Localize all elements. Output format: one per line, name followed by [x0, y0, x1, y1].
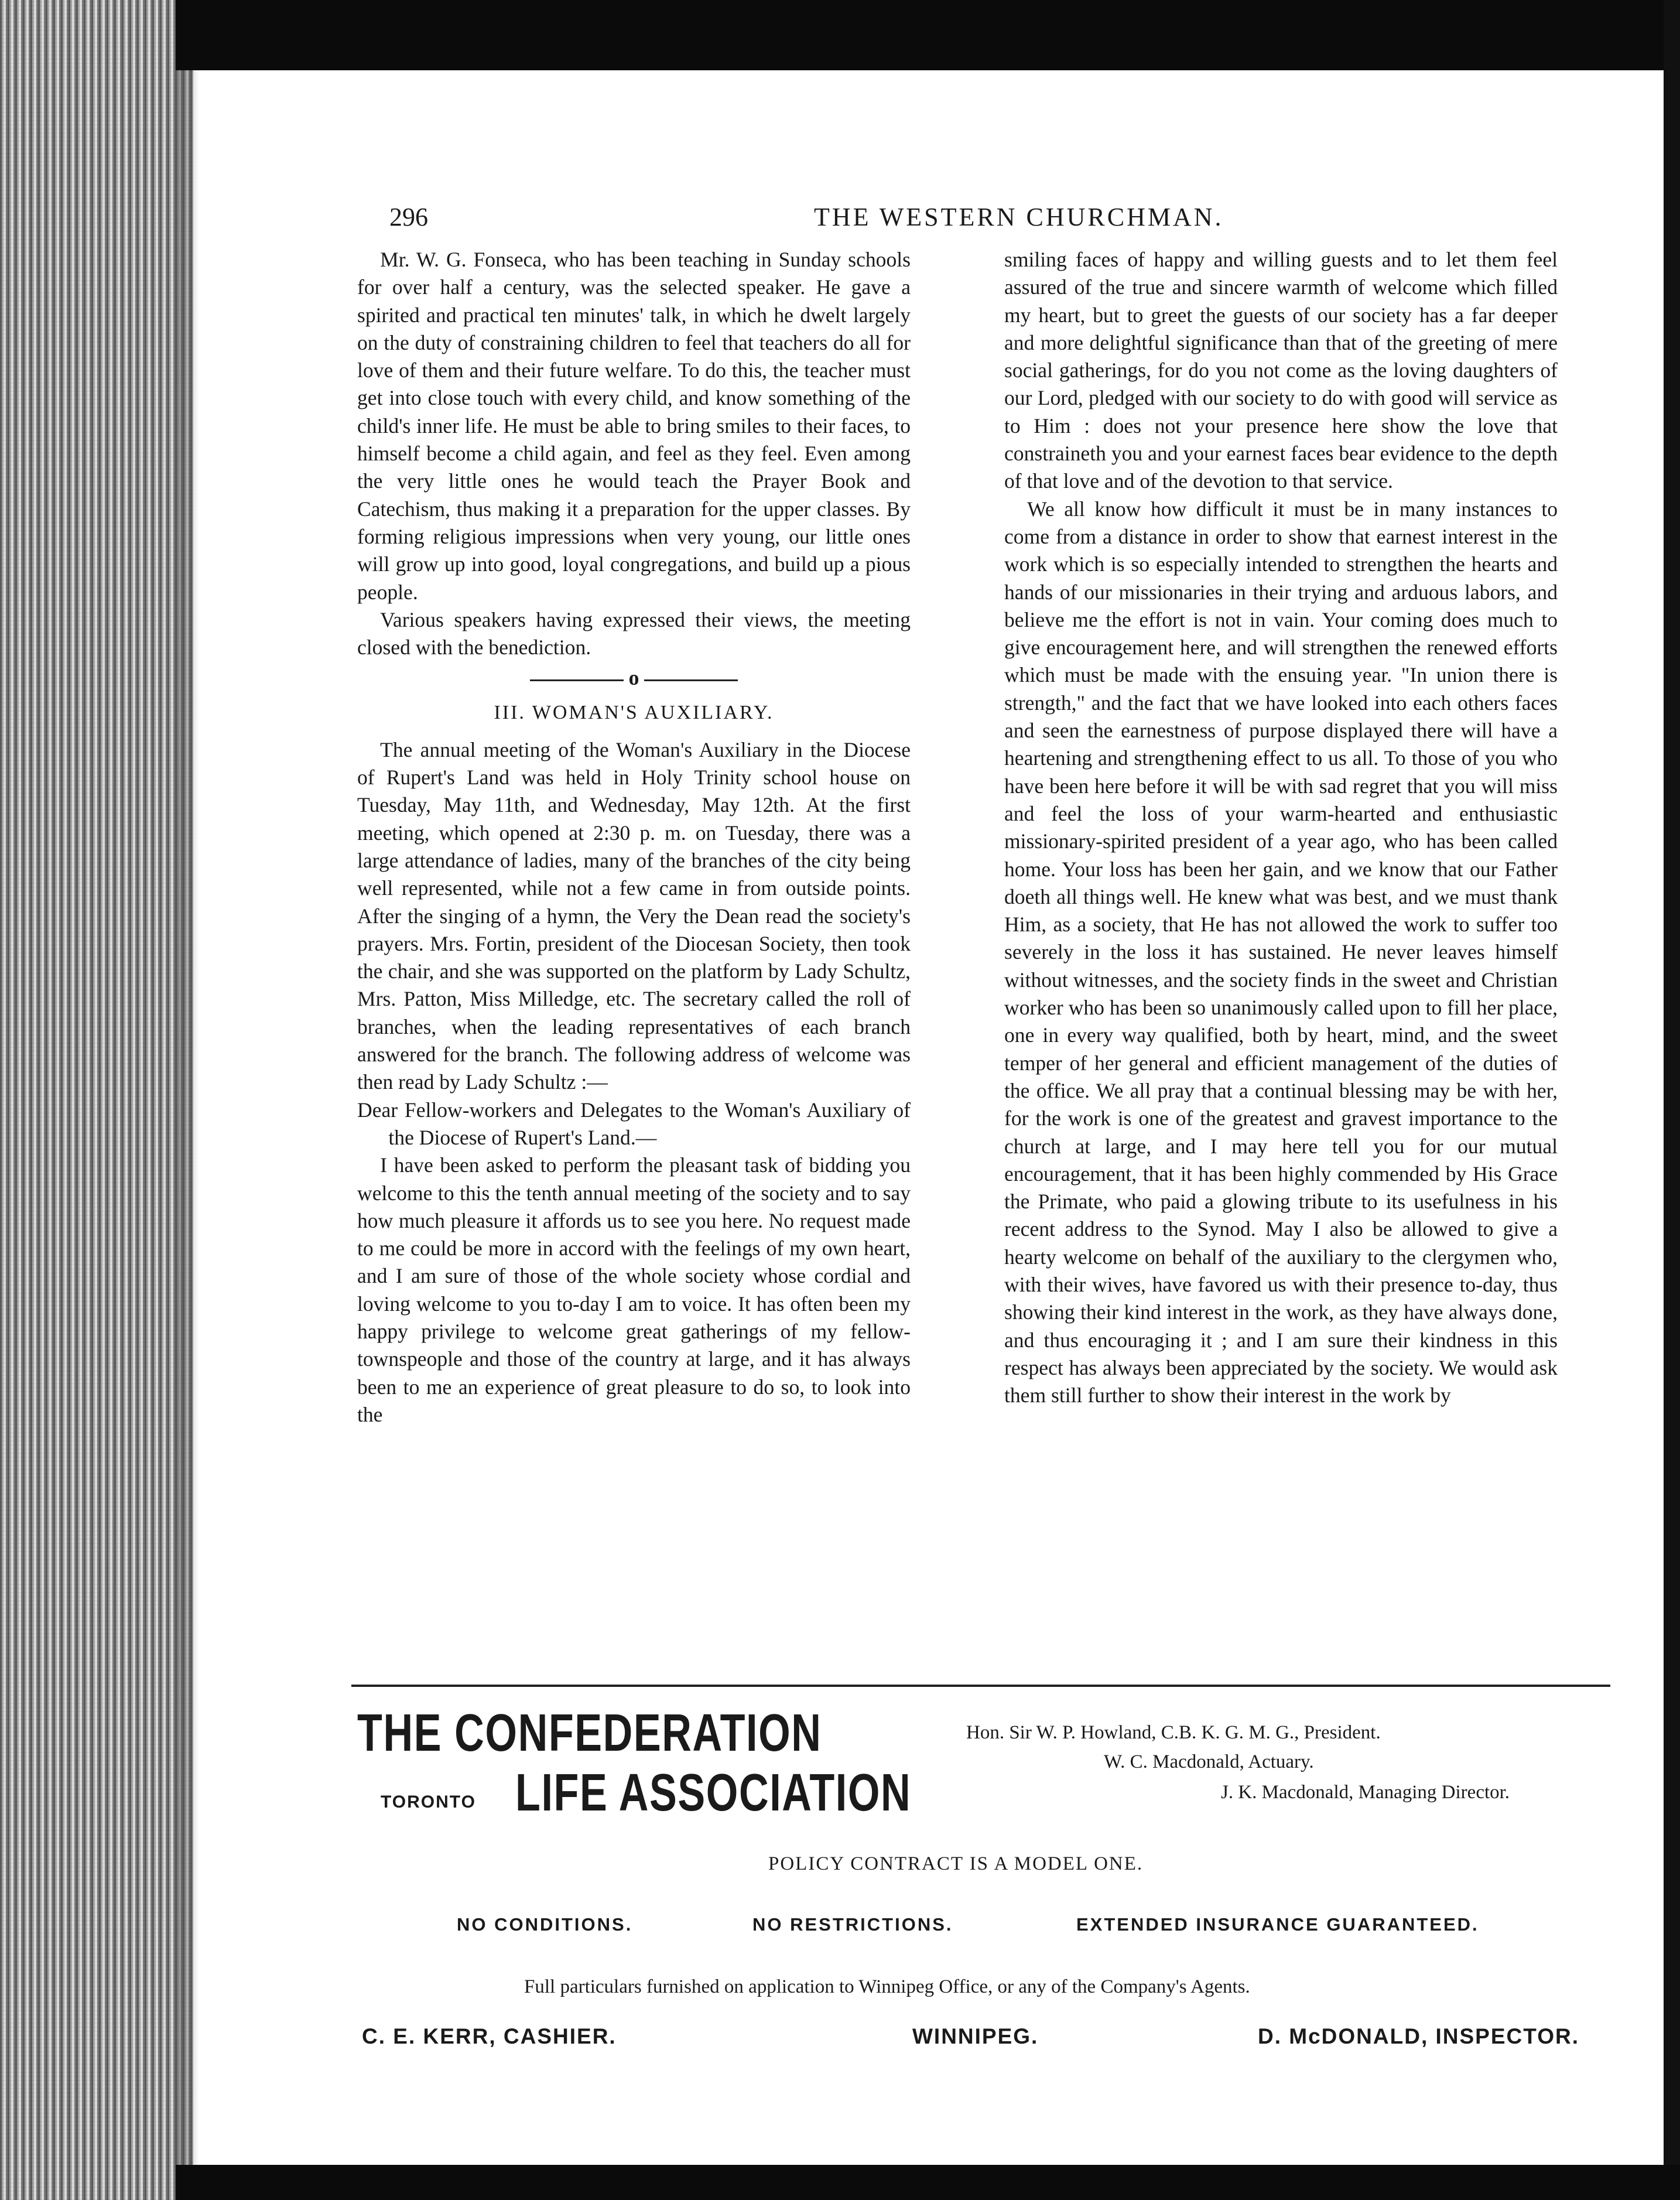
encouragement-paragraph: We all know how difficult it must be in many instances to come from a distance in order to show that earnest interest in the work which is so especially intended to strengthen the hearts and hands of our missionaries in their trying and arduous labors, and believe me the effort is not in vain. Your coming does much to give encouragement here, and will strengthen the renewed efforts which must be made with the ensuing year. "In union there is strength," and the fact that we have looked into each others faces and seen the earnestness of purpose displayed there will have a heartening and strengthening effect to us all. To those of you who have been here before it will be with sad regret that you will miss and feel the loss of your warm-hearted and enthusiastic missionary-spirited president of a year ago, who has been called home. Your loss has been her gain, and we know that our Father doeth all things well. He knew what was best, and we must thank Him, as a society, that He has not allowed the work to suffer too severely in the loss it has sustained. He never leaves himself without witnesses, and the society finds in the sweet and Christian worker who has been so unanimously called upon to fill her place, one in every way qualified, both by heart, mind, and the sweet temper of her general and efficient management of the duties of the office. We all pray that a continual blessing may be with her, for the work is one of the greatest and gravest importance to the church at large, and I may here tell you for our mutual encouragement, that it has been highly commended by His Grace the Primate, who paid a glowing tribute to its usefulness in his recent address to the Synod. May I also be allowed to give a hearty welcome on behalf of the auxiliary to the clergymen who, with their wives, have favored us with their presence to-day, thus showing their kind interest in the work, as they have always done, and thus encouraging it ; and I am sure their kindness in this respect has always been appreciated by the society. We would ask them still further to show their interest in the work by: [1004, 497, 1558, 1408]
running-title: THE WESTERN CHURCHMAN.: [814, 203, 1224, 231]
annual-meeting-paragraph: The annual meeting of the Woman's Auxiliary in the Diocese of Rupert's Land was held in Holy Trinity school house on Tuesday, May 11th, and Wednesday, May 12th. At the first meeting, which opened at 2:30 p. m. on Tuesday, there was a large attendance of ladies, many of the branches of the city being well represented, while not a few came in from outside points. After the singing of a hymn, the Very the Dean read the society's prayers. Mrs. Fortin, president of the Diocesan Society, then took the chair, and she was supported on the platform by Lady Schultz, Mrs. Patton, Miss Milledge, etc. The secretary called the roll of branches, when the leading representatives of each branch answered for the branch. The following address of welcome was then read by Lady Schultz :—: [357, 737, 911, 1094]
ad-company-name-line-2: LIFE ASSOCIATION: [515, 1764, 912, 1822]
ad-feature-no-conditions: NO CONDITIONS.: [457, 1914, 633, 1935]
ad-inspector: D. McDONALD, INSPECTOR.: [1258, 2024, 1579, 2048]
page-number: 296: [389, 203, 428, 231]
ad-city: TORONTO: [381, 1792, 476, 1812]
ad-cashier: C. E. KERR, CASHIER.: [362, 2024, 617, 2048]
ad-company-name-line-1: THE CONFEDERATION: [357, 1704, 822, 1762]
ad-policy-line: POLICY CONTRACT IS A MODEL ONE.: [768, 1853, 1144, 1874]
right-column: [1004, 246, 1558, 1409]
ad-place: WINNIPEG.: [912, 2024, 1039, 2048]
ad-managing-director: J. K. Macdonald, Managing Director.: [1221, 1782, 1510, 1803]
scan-border-right: [1664, 0, 1680, 2200]
ad-president: Hon. Sir W. P. Howland, C.B. K. G. M. G., President.: [966, 1722, 1381, 1743]
ad-feature-extended-insurance: EXTENDED INSURANCE GUARANTEED.: [1076, 1914, 1479, 1935]
spine-shadow: [176, 0, 199, 2200]
ad-feature-no-restrictions: NO RESTRICTIONS.: [752, 1914, 953, 1935]
scan-border-top: [176, 0, 1680, 70]
welcome-address-paragraph: I have been asked to perform the pleasant task of bidding you welcome to this the tenth annual meeting of the society and to say how much pleasure it affords us to see you here. No request made to me could be more in accord with the feelings of my own heart, and I am sure of those of the whole society whose cordial and loving welcome to you to-day I am to voice. It has often been my happy privilege to welcome great gatherings of my fellow-townspeople and those of the country at large, and it has always been to me an experience of great pleasure to do so, to look into the: [357, 1153, 911, 1426]
fonseca-paragraph: Mr. W. G. Fonseca, who has been teaching in Sunday schools for over half a century, was the selected speaker. He gave a spirited and practical ten minutes' talk, in which he dwelt largely on the duty of constraining children to feel that teachers do all for love of them and their future welfare. To do this, the teacher must get into close touch with every child, and know something of the child's inner life. He must be able to bring smiles to their faces, to himself become a child again, and feel as they feel. Even among the very little ones he would teach the Prayer Book and Catechism, thus making it a preparation for the upper classes. By forming religious impressions when very young, our little ones will grow up into good, loyal congregations, and build up a pious people.: [357, 248, 911, 604]
ad-actuary: W. C. Macdonald, Actuary.: [1104, 1751, 1314, 1772]
ad-particulars: Full particulars furnished on application to Winnipeg Office, or any of the Company's Agents.: [524, 1976, 1250, 1997]
scan-border-bottom: [176, 2165, 1680, 2200]
section-heading: III. WOMAN'S AUXILIARY.: [494, 702, 774, 724]
insurance-advertisement: [351, 1685, 1610, 2062]
address-salutation: Dear Fellow-workers and Delegates to the Woman's Auxiliary of the Diocese of Rupert's Land.—: [357, 1098, 911, 1149]
page-header: [389, 202, 1610, 237]
book-spine-scan-edge: [0, 0, 193, 2200]
section-divider: o: [357, 666, 911, 689]
closing-paragraph: Various speakers having expressed their views, the meeting closed with the benediction.: [357, 607, 911, 660]
welcome-continued-paragraph: smiling faces of happy and willing guests and to let them feel assured of the true and sincere warmth of welcome which filled my heart, but to greet the guests of our society has a far deeper and more delightful significance than that of the greeting of mere social gatherings, for do you not come as the loving daughters of our Lord, pledged with our society to do with good will service as to Him : does not your presence here show the love that constraineth you and your earnest faces bear evidence to the depth of that love and of the devotion to that service.: [1004, 248, 1558, 493]
left-column: [357, 246, 911, 1429]
